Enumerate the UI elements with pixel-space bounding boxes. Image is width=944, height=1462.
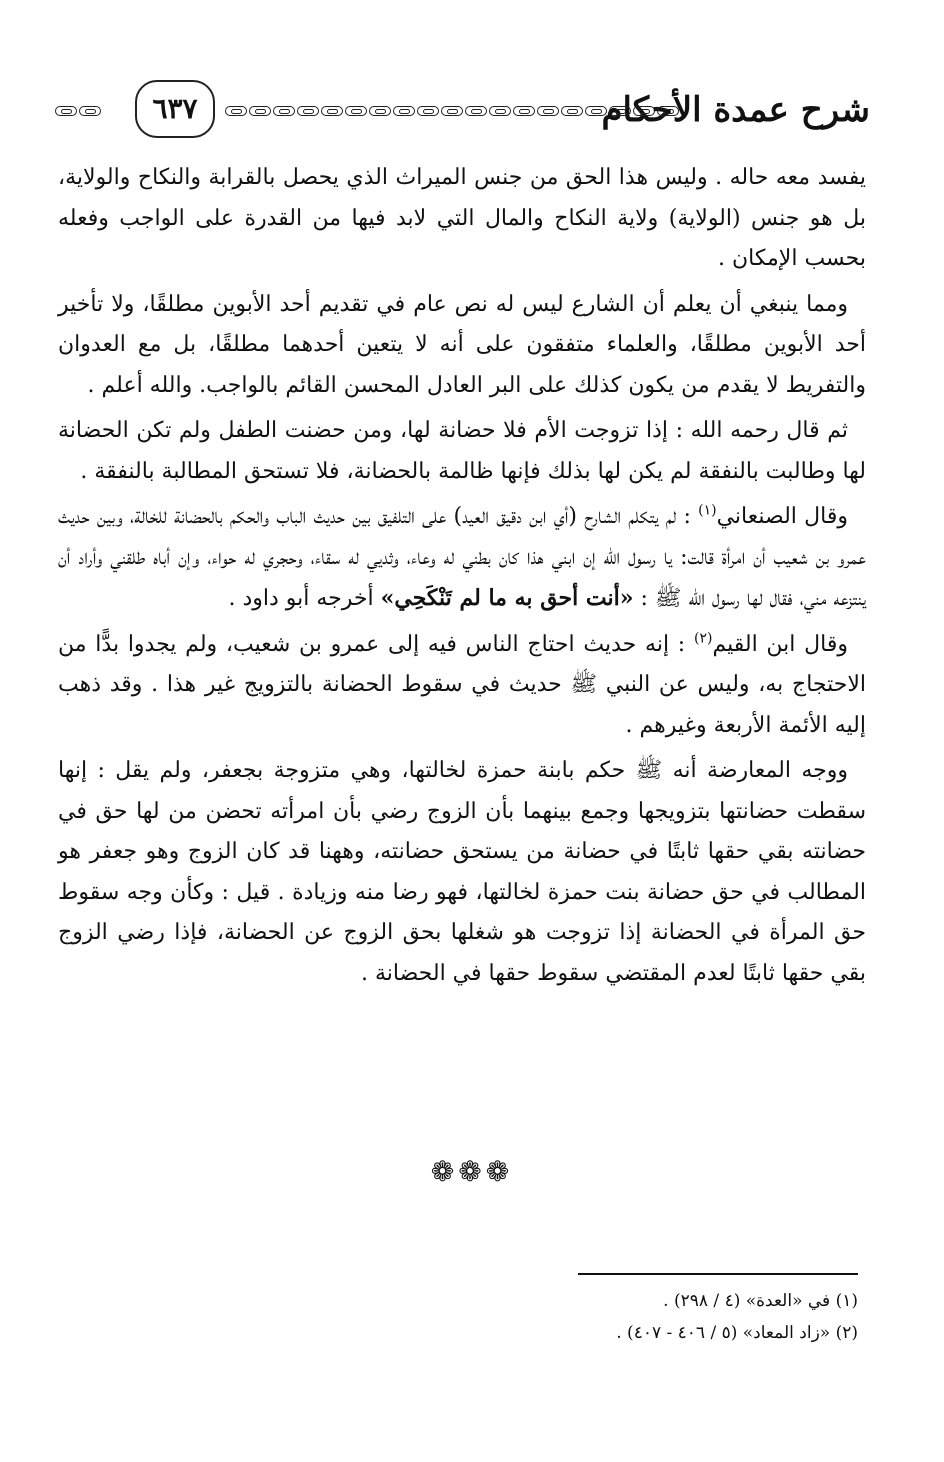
header-ornament-small	[55, 104, 115, 118]
paragraph-1: يفسد معه حاله . وليس هذا الحق من جنس الميراث الذي يحصل بالقرابة والنكاح والولاية، بل هو جنس (الولاية) ولاية النكاح والمال التي لابد فيها من القدرة على الواجب وفعله بحسب الإمكان .	[58, 165, 866, 271]
book-title: شرح عمدة الأحكام	[601, 90, 870, 130]
section-separator-flowers-icon: ❁❁❁	[430, 1155, 514, 1188]
footnote-ref-1[interactable]: (١)	[698, 502, 717, 519]
header-ornament-border	[225, 104, 685, 118]
footnote-ref-2[interactable]: (٢)	[693, 630, 713, 647]
footnote-1: (١) في «العدة» (٤ / ٢٩٨) .	[663, 1291, 858, 1311]
main-text	[58, 158, 866, 999]
paragraph-2: ومما ينبغي أن يعلم أن الشارع ليس له نص عام في تقديم أحد الأبوين مطلقًا، ولا تأخير أحد الأبوين مطلقًا، والعلماء متفقون على أنه لا يتعين أحدهما مطلقًا، بل مع العدوان والتفريط لا يقدم من يكون كذلك على البر العادل المحسن القائم بالواجب. والله أعلم .	[58, 291, 866, 398]
paragraph-6: ووجه المعارضة أنه ﷺ حكم بابنة حمزة لخالتها، وهي متزوجة بجعفر، ولم يقل : إنها سقطت حضانتها بتزويجها وجمع بينهما بأن الزوج رضي بأن امرأته تحضن من لها حق في حضانته بقي حقها ثابتًا في حضانة من يستحق حضانته، وههنا قد كان الزوج وهو جعفر هو المطالب في حق حضانة بنت حمزة لخالتها، فهو رضا منه وزيادة . قيل : وكأن وجه سقوط حق المرأة في الحضانة إذا تزوجت هو شغلها بحق الزوج عن الحضانة، فإذا رضي الزوج بقي حقها ثابتًا لعدم المقتضي سقوط حقها في الحضانة .	[58, 758, 866, 986]
page-header	[55, 80, 870, 142]
hadith-quote: «أنت أحق به ما لم تَنْكَحِي»	[380, 585, 634, 611]
footnote-2: (٢) «زاد المعاد» (٥ / ٤٠٦ - ٤٠٧) .	[616, 1323, 858, 1343]
footnote-divider	[578, 1273, 858, 1275]
footnotes	[480, 1285, 858, 1349]
paragraph-5: وقال ابن القيم$^{(٢)}$ : إنه حديث احتاج الناس فيه إلى عمرو بن شعيب، ولم يجدوا بدًّا من الاحتجاج به، وليس عن النبي ﷺ حديث في سقوط الحضانة بالتزويج غير هذا . وقد ذهب إليه الأئمة الأربعة وغيرهم .	[58, 630, 866, 738]
page-number: ٦٣٧	[135, 80, 215, 138]
paragraph-4: وقال الصنعاني$^{(١)}$ : لم يتكلم الشارح (أي ابن دقيق العيد) على التلفيق بين حديث الباب والحكم بالحضانة للخالة، وبين حديث عمرو بن شعيب أن امرأة قالت: يا رسول الله إن ابني هذا كان بطني له وعاء، وثديي له سقاء، وحجري له حواء، وإن أباه طلقني وأراد أن ينتزعه مني، فقال لها رسول الله ﷺ : «أنت أحق به ما لم تَنْكَحِي» أخرجه أبو داود .	[58, 502, 866, 611]
paragraph-3: ثم قال رحمه الله : إذا تزوجت الأم فلا حضانة لها، ومن حضنت الطفل ولم تكن الحضانة لها وطالبت بالنفقة لم يكن لها بذلك فإنها ظالمة بالحضانة، فلا تستحق المطالبة بالنفقة .	[58, 418, 866, 484]
